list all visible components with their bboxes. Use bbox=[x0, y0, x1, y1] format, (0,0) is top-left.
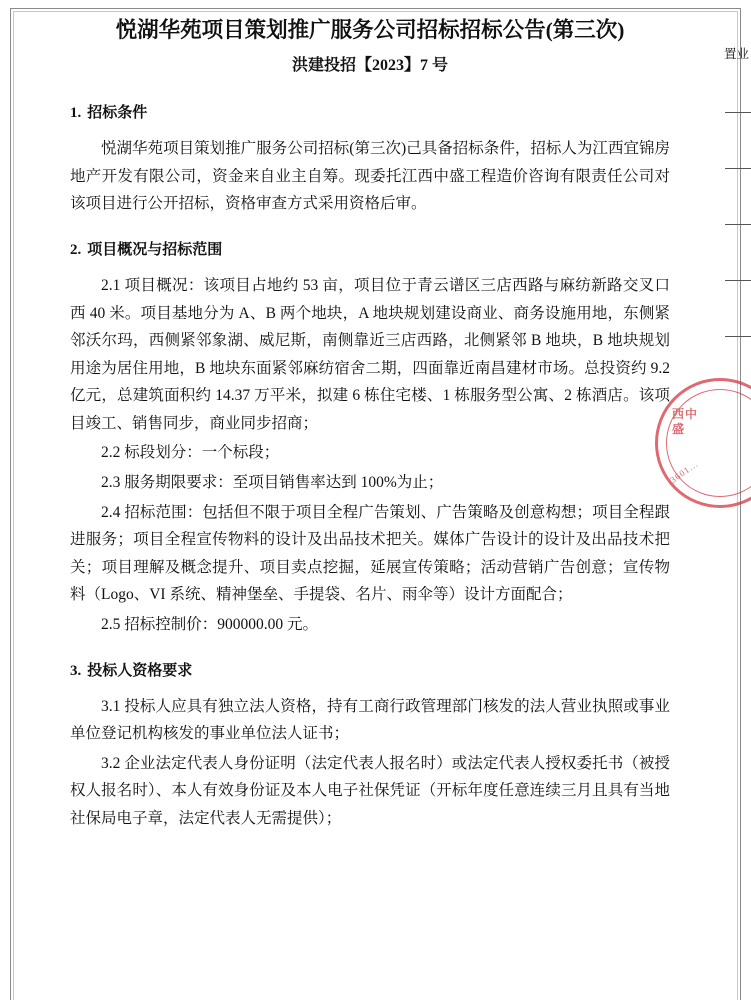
seal-digits: 3601... bbox=[668, 458, 701, 485]
section-number-1: 1. bbox=[70, 105, 82, 122]
right-edge-label: 置业 bbox=[723, 47, 749, 61]
section-title-3: 投标人资格要求 bbox=[87, 662, 193, 679]
table-rule bbox=[725, 224, 751, 225]
section-heading-3 bbox=[70, 659, 670, 683]
paragraph: 3.1 投标人应具有独立法人资格，持有工商行政管理部门核发的法人营业执照或事业单位登记机构核发的事业单位法人证书； bbox=[70, 697, 670, 743]
section-title-1: 招标条件 bbox=[87, 105, 148, 122]
right-edge-table-fragment bbox=[717, 40, 751, 400]
section-heading-1 bbox=[70, 101, 670, 125]
document-number: 洪建投招【2023】7 号 bbox=[291, 57, 448, 75]
paragraph: 2.1 项目概况：该项目占地约 53 亩，项目位于青云谱区三店西路与麻纺新路交叉口西 40 米。项目基地分为 A、B 两个地块，A 地块规划建设商业、商务设施用地，东侧紧邻沃尔玛，西侧紧邻象湖、威尼斯，南侧靠近三店西路，北侧紧邻 B 地块，B 地块规划用途为居住用地，B 地块东面紧邻麻纺宿舍二期，四面靠近南昌建材市场。总投资约 9.2 亿元，总建筑面积约 14.37 万平米，拟建 6 栋住宅楼、1 栋服务型公寓、2 栋酒店。该项目竣工、销售同步，商业同步招商； bbox=[70, 276, 670, 432]
paragraph: 2.5 招标控制价：900000.00 元。 bbox=[101, 615, 319, 633]
section-heading-2 bbox=[70, 238, 670, 262]
table-rule bbox=[725, 336, 751, 337]
document-body bbox=[70, 14, 670, 834]
section-number-3: 3. bbox=[70, 662, 82, 679]
seal-text: 西中盛 bbox=[672, 407, 699, 436]
paragraph: 悦湖华苑项目策划推广服务公司招标(第三次)己具备招标条件，招标人为江西宜锦房地产开发有限公司，资金来自业主自筹。现委托江西中盛工程造价咨询有限责任公司对该项目进行公开招标，资格审查方式采用资格后审。 bbox=[70, 140, 670, 213]
section-number-2: 2. bbox=[70, 241, 82, 258]
table-rule bbox=[725, 168, 751, 169]
paragraph: 2.3 服务期限要求：至项目销售率达到 100%为止； bbox=[101, 474, 444, 492]
table-rule bbox=[725, 280, 751, 281]
page-title: 悦湖华苑项目策划推广服务公司招标招标公告(第三次) bbox=[115, 18, 625, 42]
paragraph: 2.2 标段划分：一个标段； bbox=[101, 444, 280, 462]
paragraph: 3.2 企业法定代表人身份证明（法定代表人报名时）或法定代表人授权委托书（被授权人报名时）、本人有效身份证及本人电子社保凭证（开标年度任意连续三月且具有当地社保局电子章，法定代表人无需提供）； bbox=[70, 754, 670, 827]
paragraph: 2.4 招标范围：包括但不限于项目全程广告策划、广告策略及创意构想；项目全程跟进服务；项目全程宣传物料的设计及出品技术把关。媒体广告设计的设计及出品技术把关；项目理解及概念提升、项目卖点挖掘，延展宣传策略；活动营销广告创意；宣传物料（Logo、VI 系统、精神堡垒、手提袋、名片、雨伞等）设计方面配合； bbox=[70, 503, 670, 604]
section-title-2: 项目概况与招标范围 bbox=[87, 241, 223, 258]
table-rule bbox=[725, 112, 751, 113]
